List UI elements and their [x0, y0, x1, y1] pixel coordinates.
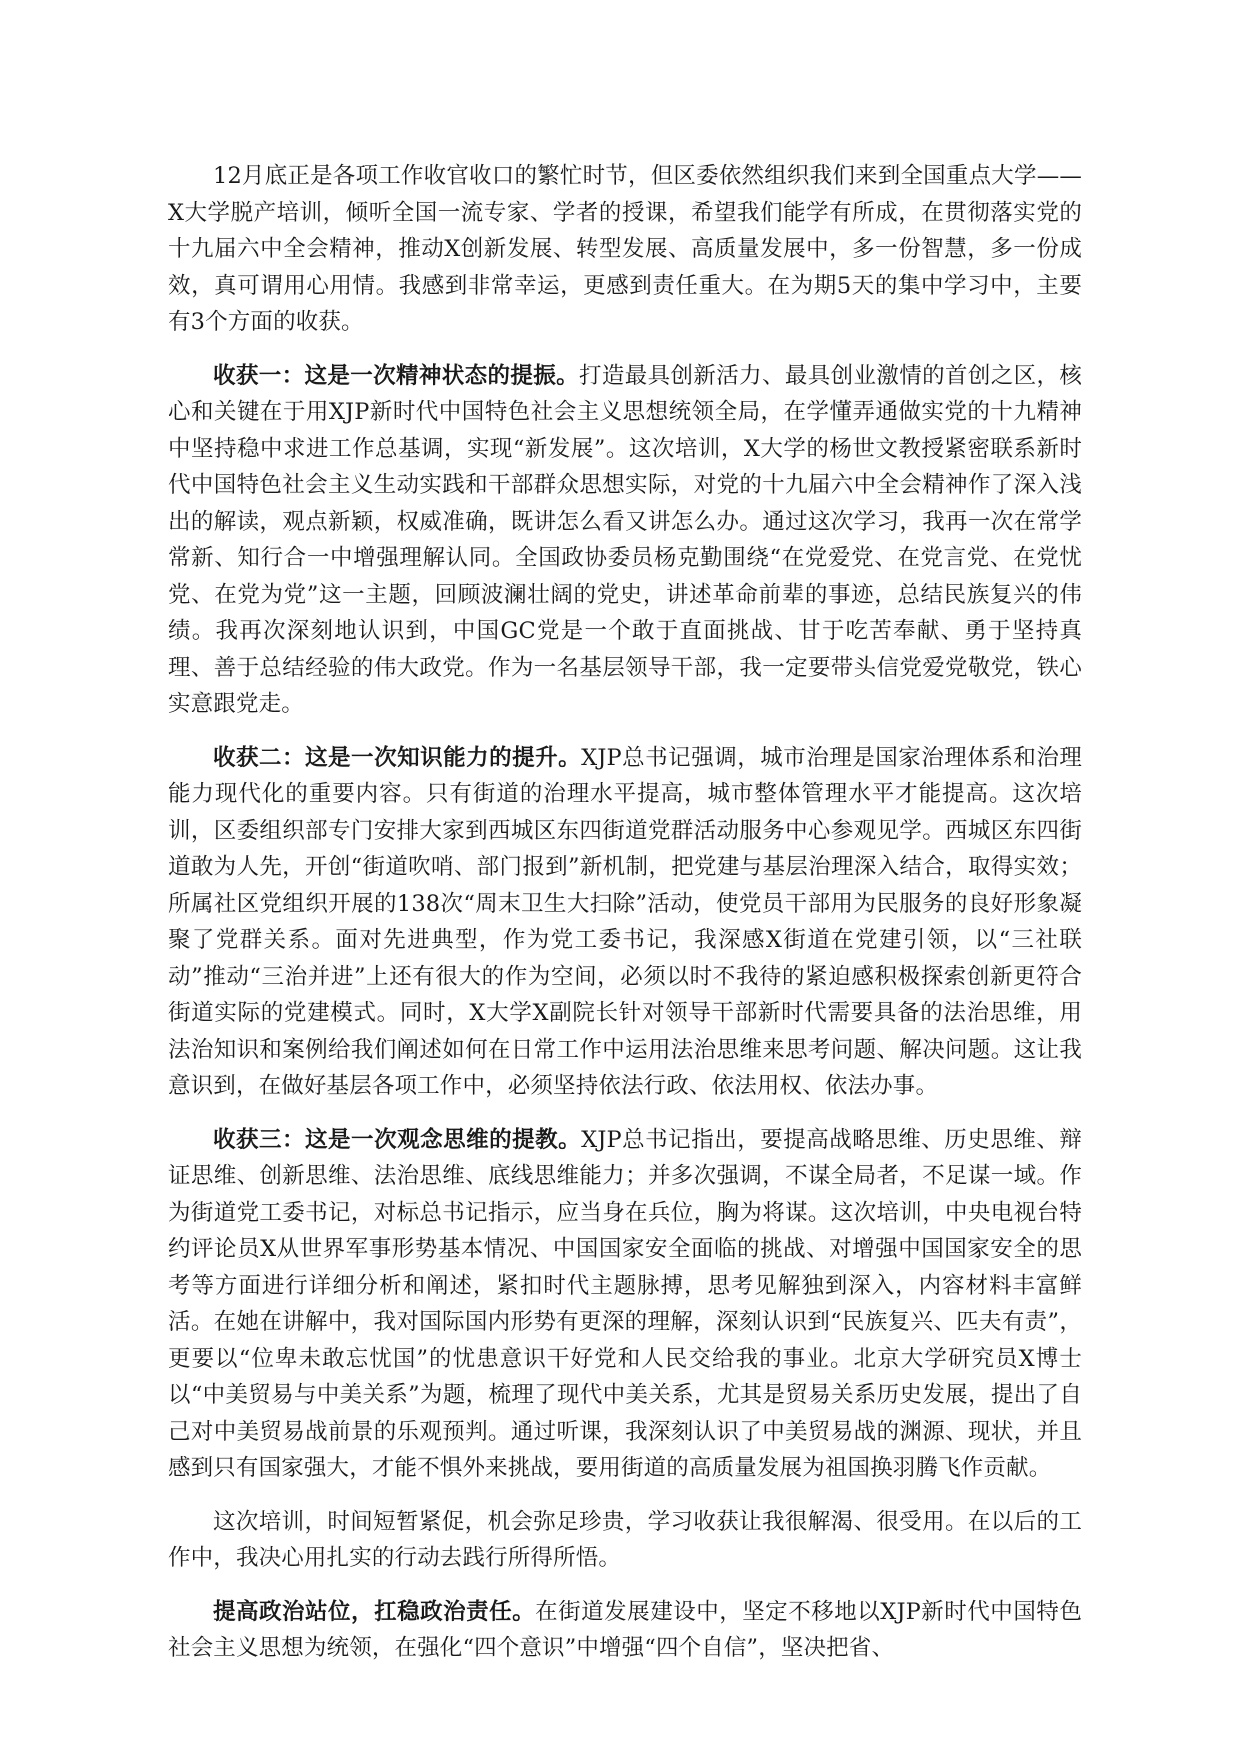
paragraph-text: XJP总书记指出，要提高战略思维、历史思维、辩证思维、创新思维、法治思维、底线思维能力；并多次强调，不谋全局者，不足谋一域。作为街道党工委书记，对标总书记指示，应当身在兵位，胸为将谋。这次培训，中央电视台特约评论员X从世界军事形势基本情况、中国国家安全面临的挑战、对增强中国国家安全的思考等方面进行详细分析和阐述，紧扣时代主题脉搏，思考见解独到深入，内容材料丰富鲜活。在她在讲解中，我对国际国内形势有更深的理解，深刻认识到“民族复兴、匹夫有责”，更要以“位卑未敢忘忧国”的忧患意识干好党和人民交给我的事业。北京大学研究员X博士以“中美贸易与中美关系”为题，梳理了现代中美关系，尤其是贸易关系历史发展，提出了自己对中美贸易战前景的乐观预判。通过听课，我深刻认识了中美贸易战的渊源、现状，并且感到只有国家强大，才能不惧外来挑战，要用街道的高质量发展为祖国换羽腾飞作贡献。 — [168, 1126, 1082, 1481]
paragraph-gain-three — [168, 1122, 1082, 1487]
document-page — [168, 158, 1082, 1684]
paragraph-lead: 收获三：这是一次观念思维的提教。 — [213, 1126, 582, 1153]
paragraph-summary — [168, 1504, 1082, 1577]
paragraph-text: 在街道发展建设中，坚定不移地以XJP新时代中国特色社会主义思想为统领，在强化“四个意识”中增强“四个自信”，坚决把省、 — [168, 1598, 1082, 1661]
paragraph-gain-one — [168, 358, 1082, 723]
paragraph-text: 打造最具创新活力、最具创业激情的首创之区，核心和关键在于用XJP新时代中国特色社会主义思想统领全局，在学懂弄通做实党的十九精神中坚持稳中求进工作总基调，实现“新发展”。这次培训，X大学的杨世文教授紧密联系新时代中国特色社会主义生动实践和干部群众思想实际，对党的十九届六中全会精神作了深入浅出的解读，观点新颖，权威准确，既讲怎么看又讲怎么办。通过这次学习，我再一次在常学常新、知行合一中增强理解认同。全国政协委员杨克勤围绕“在党爱党、在党言党、在党忧党、在党为党”这一主题，回顾波澜壮阔的党史，讲述革命前辈的事迹，总结民族复兴的伟绩。我再次深刻地认识到，中国GC党是一个敢于直面挑战、甘于吃苦奉献、勇于坚持真理、善于总结经验的伟大政党。作为一名基层领导干部，我一定要带头信党爱党敬党，铁心实意跟党走。 — [168, 362, 1082, 717]
paragraph-text: 12月底正是各项工作收官收口的繁忙时节，但区委依然组织我们来到全国重点大学——X大学脱产培训，倾听全国一流专家、学者的授课，希望我们能学有所成，在贯彻落实党的十九届六中全会精神，推动X创新发展、转型发展、高质量发展中，多一份智慧，多一份成效，真可谓用心用情。我感到非常幸运，更感到责任重大。在为期5天的集中学习中，主要有3个方面的收获。 — [168, 163, 1082, 335]
paragraph-text: 这次培训，时间短暂紧促，机会弥足珍贵，学习收获让我很解渴、很受用。在以后的工作中，我决心用扎实的行动去践行所得所悟。 — [168, 1508, 1082, 1571]
paragraph-gain-two — [168, 740, 1082, 1105]
paragraph-lead: 提高政治站位，扛稳政治责任。 — [213, 1598, 536, 1625]
paragraph-lead: 收获二：这是一次知识能力的提升。 — [213, 744, 582, 771]
paragraph-lead: 收获一：这是一次精神状态的提振。 — [213, 362, 579, 389]
paragraph-text: XJP总书记强调，城市治理是国家治理体系和治理能力现代化的重要内容。只有街道的治理水平提高，城市整体管理水平才能提高。这次培训，区委组织部专门安排大家到西城区东四街道党群活动服务中心参观见学。西城区东四街道敢为人先，开创“街道吹哨、部门报到”新机制，把党建与基层治理深入结合，取得实效；所属社区党组织开展的138次“周末卫生大扫除”活动，使党员干部用为民服务的良好形象凝聚了党群关系。面对先进典型，作为党工委书记，我深感X街道在党建引领，以“三社联动”推动“三治并进”上还有很大的作为空间，必须以时不我待的紧迫感积极探索创新更符合街道实际的党建模式。同时，X大学X副院长针对领导干部新时代需要具备的法治思维，用法治知识和案例给我们阐述如何在日常工作中运用法治思维来思考问题、解决问题。这让我意识到，在做好基层各项工作中，必须坚持依法行政、依法用权、依法办事。 — [168, 744, 1082, 1099]
paragraph-intro — [168, 158, 1082, 341]
paragraph-political-stance — [168, 1594, 1082, 1667]
